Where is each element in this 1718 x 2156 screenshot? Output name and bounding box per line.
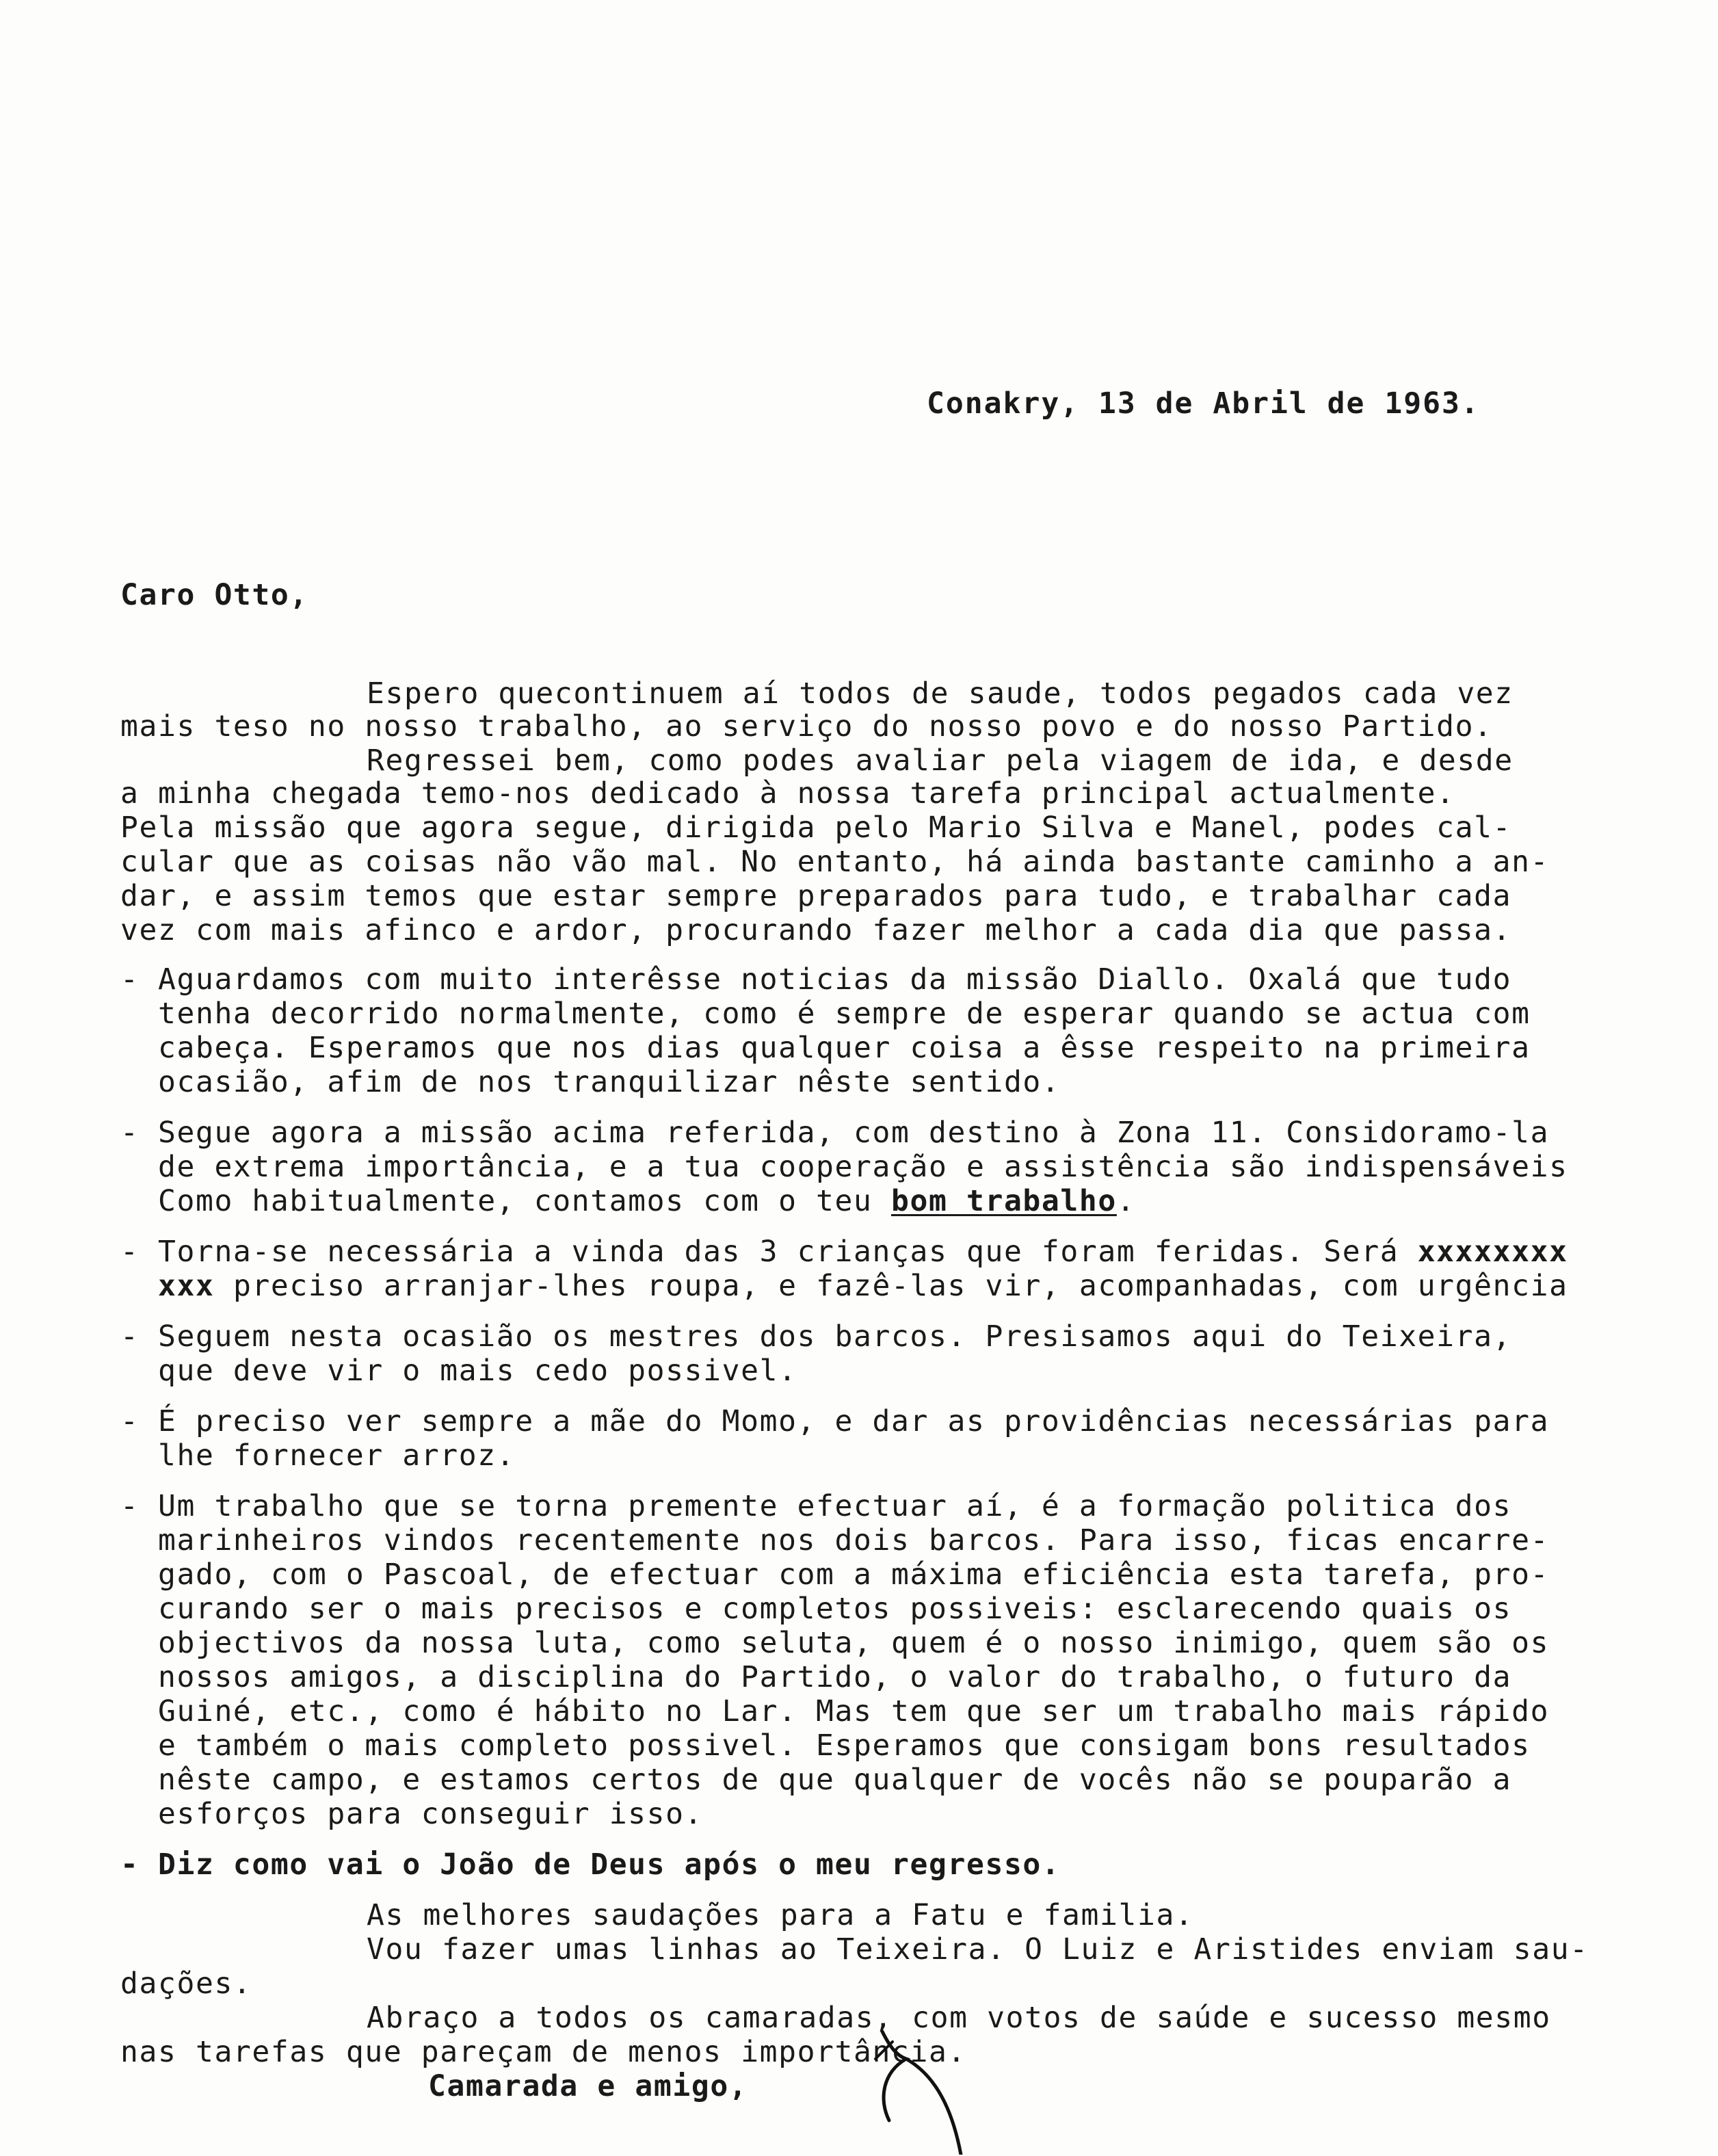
intro-line: dar, e assim temos que estar sempre preparados para tudo, e trabalhar cada [120, 879, 1512, 913]
closing-line: dações. [120, 1967, 252, 2001]
item-momo-line: - É preciso ver sempre a mãe do Momo, e dar as providências necessárias para [120, 1404, 1550, 1438]
intro-line: Pela missão que agora segue, dirigida pelo Mario Silva e Manel, podes cal- [120, 811, 1512, 845]
item-training-line: nossos amigos, a disciplina do Partido, o valor do trabalho, o futuro da [120, 1660, 1512, 1694]
item-boats-line: - Seguem nesta ocasião os mestres dos barcos. Presisamos aqui do Teixeira, [120, 1319, 1512, 1354]
closing-line: Vou fazer umas linhas ao Teixeira. O Luiz e Aristides enviam sau- [367, 1932, 1589, 1967]
item-training-line: - Um trabalho que se torna premente efectuar aí, é a formação politica dos [120, 1489, 1512, 1523]
item-children-text: - Torna-se necessária a vinda das 3 crianças que foram feridas. Será [120, 1235, 1418, 1269]
item-children-line [120, 1270, 1568, 1302]
intro-line: Espero quecontinuem aí todos de saude, todos pegados cada vez [367, 676, 1514, 711]
item-training-line: gado, com o Pascoal, de efectuar com a máxima eficiência esta tarefa, pro- [120, 1557, 1550, 1592]
closing-line: nas tarefas que pareçam de menos importância. [120, 2035, 966, 2069]
item-momo-line: lhe fornecer arroz. [120, 1438, 516, 1473]
item-children-text: preciso arranjar-lhes roupa, e fazê-las vir, acompanhadas, com urgência [214, 1269, 1568, 1303]
item-joao-line: - Diz como vai o João de Deus após o meu regresso. [120, 1848, 1061, 1882]
item-training-line: curando ser o mais precisos e completos possiveis: esclarecendo quais os [120, 1592, 1512, 1626]
underlined-phrase: bom trabalho [891, 1184, 1117, 1218]
item-diallo-line: ocasião, afim de nos tranquilizar nêste sentido. [120, 1065, 1061, 1099]
item-diallo-line: tenha decorrido normalmente, como é sempre de esperar quando se actua com [120, 997, 1531, 1031]
item-mission-end: . [1116, 1184, 1136, 1218]
intro-line: Regressei bem, como podes avaliar pela viagem de ida, e desde [367, 744, 1514, 778]
item-training-line: Guiné, etc., como é hábito no Lar. Mas tem que ser um trabalho mais rápido [120, 1694, 1550, 1728]
item-training-line: objectivos da nossa luta, como seluta, quem é o nosso inimigo, quem são os [120, 1626, 1550, 1660]
closing-line: As melhores saudações para a Fatu e familia. [367, 1898, 1194, 1932]
dateline: Conakry, 13 de Abril de 1963. [927, 386, 1480, 421]
item-children-line [120, 1235, 1568, 1268]
item-training-line: esforços para conseguir isso. [120, 1797, 704, 1831]
item-diallo-line: cabeça. Esperamos que nos dias qualquer coisa a êsse respeito na primeira [120, 1031, 1531, 1065]
struck-out-text: xxxxxxxx [1417, 1235, 1568, 1269]
item-mission-line: de extrema importância, e a tua cooperação e assistência são indispensáveis [120, 1150, 1568, 1184]
salutation: Caro Otto, [120, 578, 308, 612]
item-training-line: marinheiros vindos recentemente nos dois barcos. Para isso, ficas encarre- [120, 1523, 1550, 1557]
sign-off: Camarada e amigo, [428, 2069, 748, 2103]
item-mission-line [120, 1185, 1135, 1218]
intro-line: mais teso no nosso trabalho, ao serviço do nosso povo e do nosso Partido. [120, 709, 1493, 744]
item-training-line: e também o mais completo possivel. Esperamos que consigam bons resultados [120, 1728, 1531, 1763]
signature-mark [841, 2018, 992, 2155]
intro-line: a minha chegada temo-nos dedicado à nossa tarefa principal actualmente. [120, 776, 1455, 811]
item-mission-line: - Segue agora a missão acima referida, com destino à Zona 11. Considoramo-la [120, 1116, 1550, 1150]
item-training-line: nêste campo, e estamos certos de que qualquer de vocês não se pouparão a [120, 1763, 1512, 1797]
intro-line: vez com mais afinco e ardor, procurando fazer melhor a cada dia que passa. [120, 913, 1512, 947]
struck-out-text: xxx [120, 1269, 215, 1303]
item-boats-line: que deve vir o mais cedo possivel. [120, 1354, 797, 1388]
closing-line: Abraço a todos os camaradas, com votos de saúde e sucesso mesmo [367, 2001, 1551, 2035]
item-mission-text: Como habitualmente, contamos com o teu [120, 1184, 892, 1218]
item-diallo-line: - Aguardamos com muito interêsse noticias da missão Diallo. Oxalá que tudo [120, 962, 1512, 997]
intro-line: cular que as coisas não vão mal. No entanto, há ainda bastante caminho a an- [120, 845, 1550, 879]
